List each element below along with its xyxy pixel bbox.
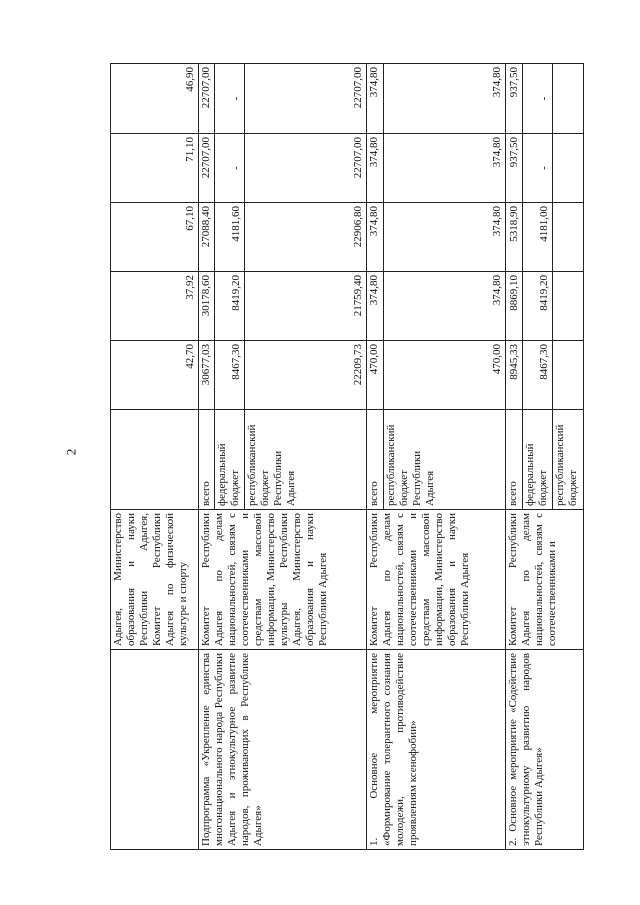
source-cell: федеральный бюджет bbox=[522, 410, 553, 510]
source-cell: всего bbox=[367, 410, 383, 510]
value-cell: 8467,30 bbox=[215, 341, 245, 410]
value-cell: 30178,60 bbox=[198, 272, 214, 341]
source-cell: республиканский бюджет Республики Адыгея bbox=[244, 410, 367, 510]
value-cell: 42,70 bbox=[111, 341, 199, 410]
value-cell: 374,80 bbox=[367, 272, 383, 341]
value-cell: 374,80 bbox=[367, 203, 383, 272]
value-cell: 374,80 bbox=[383, 272, 506, 341]
document-page bbox=[110, 64, 584, 850]
value-cell: - bbox=[215, 134, 245, 203]
value-cell: 937,50 bbox=[506, 64, 522, 134]
value-cell bbox=[553, 64, 584, 134]
value-cell: 8467,30 bbox=[522, 341, 553, 410]
value-cell bbox=[553, 134, 584, 203]
source-cell bbox=[111, 410, 199, 510]
value-cell: 4181,60 bbox=[215, 203, 245, 272]
program-cell bbox=[111, 650, 199, 850]
value-cell: 374,80 bbox=[383, 203, 506, 272]
funding-table bbox=[110, 63, 584, 850]
value-cell: 470,00 bbox=[367, 341, 383, 410]
value-cell: 374,80 bbox=[367, 134, 383, 203]
table-row bbox=[111, 64, 199, 850]
value-cell: 22707,00 bbox=[244, 64, 367, 134]
executor-cell: Комитет Республики Адыгея по делам национальностей, связям с соотечественниками и средствам массовой информации, Министерство образования и науки Республики Адыгея bbox=[367, 510, 506, 650]
executor-cell: Комитет Республики Адыгея по делам национальностей, связям с соотечественниками и bbox=[506, 510, 584, 650]
table-row bbox=[198, 64, 214, 850]
value-cell: 22707,00 bbox=[244, 134, 367, 203]
value-cell: - bbox=[215, 64, 245, 134]
value-cell: 22906,80 bbox=[244, 203, 367, 272]
page-number: 2 bbox=[63, 448, 79, 456]
value-cell: 22707,00 bbox=[198, 64, 214, 134]
value-cell: 4181,00 bbox=[522, 203, 553, 272]
executor-cell: Адыгея, Министерство образования и науки Республики Адыгея, Комитет Республики Адыгея по физической культуре и спорту bbox=[111, 510, 199, 650]
source-cell: республиканский бюджет Республики Адыгея bbox=[383, 410, 506, 510]
table-row bbox=[506, 64, 522, 850]
value-cell: 21759,40 bbox=[244, 272, 367, 341]
value-cell: 22707,00 bbox=[198, 134, 214, 203]
value-cell: 937,50 bbox=[506, 134, 522, 203]
value-cell bbox=[553, 203, 584, 272]
value-cell: 37,92 bbox=[111, 272, 199, 341]
value-cell: 30677,03 bbox=[198, 341, 214, 410]
value-cell: 46,90 bbox=[111, 64, 199, 134]
value-cell: 22209,73 bbox=[244, 341, 367, 410]
value-cell: - bbox=[522, 64, 553, 134]
value-cell: 470,00 bbox=[383, 341, 506, 410]
value-cell: 374,80 bbox=[383, 134, 506, 203]
source-cell: всего bbox=[506, 410, 522, 510]
value-cell: 374,80 bbox=[367, 64, 383, 134]
value-cell: 67,10 bbox=[111, 203, 199, 272]
value-cell: 27088,40 bbox=[198, 203, 214, 272]
value-cell: 8945,33 bbox=[506, 341, 522, 410]
source-cell: федеральный бюджет bbox=[215, 410, 245, 510]
value-cell bbox=[553, 272, 584, 341]
value-cell: 8419,20 bbox=[215, 272, 245, 341]
program-cell: 2. Основное мероприятие «Содействие этнокультурному развитию народов Республики Адыгея» bbox=[506, 650, 584, 850]
source-cell: республиканский бюджет bbox=[553, 410, 584, 510]
value-cell: 8869,10 bbox=[506, 272, 522, 341]
program-cell: 1. Основное мероприятие «Формирование толерантного сознания молодежи, противодействие проявлениям ксенофобии» bbox=[367, 650, 506, 850]
source-cell: всего bbox=[198, 410, 214, 510]
table-row bbox=[367, 64, 383, 850]
value-cell bbox=[553, 341, 584, 410]
value-cell: 374,80 bbox=[383, 64, 506, 134]
value-cell: 71,10 bbox=[111, 134, 199, 203]
value-cell: 8419,20 bbox=[522, 272, 553, 341]
value-cell: - bbox=[522, 134, 553, 203]
program-cell: Подпрограмма «Укрепление единства многонационального народа Республики Адыгея и этнокультурное развитие народов, проживающих в Республике Адыгея» bbox=[198, 650, 367, 850]
executor-cell: Комитет Республики Адыгея по делам национальностей, связям с соотечественниками и средствам массовой информации, Министерство культуры Республики Адыгея, Министерство образования и науки Республики Адыгея bbox=[198, 510, 367, 650]
value-cell: 5318,90 bbox=[506, 203, 522, 272]
